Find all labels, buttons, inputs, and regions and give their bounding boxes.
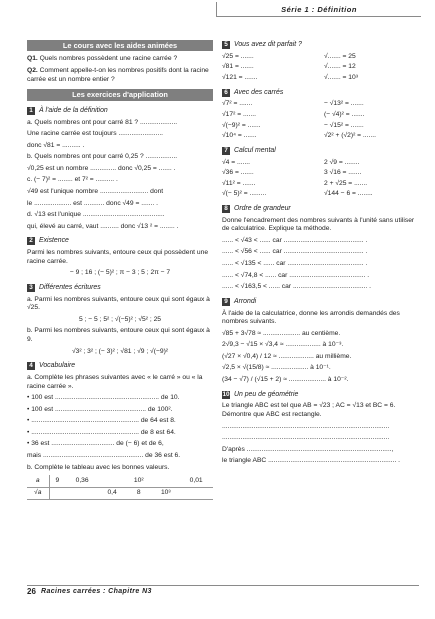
ex1-line: √0,25 est un nombre .............. donc √0,25 = ....... . bbox=[27, 164, 176, 172]
ex1-line: le .................... est ........... donc √49 = ....... . bbox=[27, 199, 158, 207]
exercise-number: 8 bbox=[222, 205, 230, 213]
ex7-cell: √36 = ....... bbox=[222, 169, 254, 177]
exercise-number: 1 bbox=[27, 107, 35, 115]
table-cell[interactable]: 0,01 bbox=[179, 475, 213, 487]
ex7-grid bbox=[222, 159, 418, 199]
table-cell[interactable] bbox=[179, 487, 213, 499]
table-cell[interactable]: 9 bbox=[49, 475, 65, 487]
ex3-a-list: 5 ; − 5 ; 5² ; √(−5)² ; √5² ; 25 bbox=[78, 315, 162, 323]
ex9-item: (√27 × √0,4) / 12 ≈ ................... au millième. bbox=[222, 352, 352, 360]
page-footer bbox=[27, 585, 419, 601]
ex7-cell: √11² = ....... bbox=[222, 179, 256, 187]
ex1-line: d. √13 est l'unique ............................................ bbox=[27, 211, 165, 219]
ex5-cell: √81 = ....... bbox=[222, 63, 254, 71]
exercise-title: Ordre de grandeur bbox=[234, 204, 291, 212]
ex7-cell: 2 + √25 = ....... bbox=[324, 179, 368, 187]
ex4-item: • 36 est .................................. de (− 6) et de 6, bbox=[27, 440, 164, 448]
ex4-item: mais ...................................................... de 36 est 6. bbox=[27, 452, 181, 460]
exercise-number: 2 bbox=[27, 237, 35, 245]
exercise-number: 10 bbox=[222, 390, 230, 398]
q1-text: Quels nombres possèdent une racine carrée ? bbox=[39, 55, 178, 63]
table-cell[interactable]: 0,36 bbox=[65, 475, 99, 487]
exercise-6-heading bbox=[222, 89, 418, 98]
ex6-cell: √17² = ....... bbox=[222, 110, 256, 118]
answer-line[interactable]: le triangle ABC ..................................................................... . bbox=[222, 457, 401, 465]
ex8-item: ...... < √43 < ...... car ........................................... . bbox=[222, 236, 368, 244]
ex4-item: • .......................................................... de 64 est 8. bbox=[27, 417, 176, 425]
ex8-text: Donne l'encadrement des nombres suivants à l'unité sans utiliser de calculatrice. Explique ta méthode. bbox=[222, 216, 415, 233]
exercise-number: 9 bbox=[222, 298, 230, 306]
ex1-line: donc √81 = .......... . bbox=[27, 141, 85, 149]
page-number: 26 bbox=[27, 587, 36, 596]
exercise-8-heading bbox=[222, 205, 418, 214]
ex7-cell: √144 − 6 = ........ bbox=[324, 190, 373, 198]
exercise-title: Vocabulaire bbox=[39, 362, 76, 370]
exercise-5-heading bbox=[222, 41, 418, 50]
exercise-title: Avec des carrés bbox=[234, 88, 284, 96]
exercise-title: Existence bbox=[39, 237, 69, 245]
ex1-line: qui, élevé au carré, vaut .......... donc √13 ² = ........ . bbox=[27, 222, 179, 230]
exercise-9-heading bbox=[222, 298, 418, 307]
ex9-item: 2√9,3 − √15 × √3,4 ≈ ................... à 10⁻³. bbox=[222, 341, 344, 349]
ex1-line: Une racine carrée est toujours ........................ bbox=[27, 130, 164, 138]
values-table bbox=[27, 475, 213, 500]
ex3-b-text: b. Parmi les nombres suivants, entoure ceux qui sont égaux à 9. bbox=[27, 327, 210, 343]
exercise-title: Différentes écritures bbox=[39, 283, 101, 291]
series-title: Série 1 : Définition bbox=[281, 5, 357, 14]
question-1 bbox=[27, 55, 213, 64]
table-cell[interactable] bbox=[99, 475, 125, 487]
left-column bbox=[27, 40, 213, 500]
ex5-cell: √25 = ....... bbox=[222, 52, 254, 60]
ex9-item: (34 − √7) / (√15 + 2) ≈ .................... à 10⁻². bbox=[222, 376, 349, 384]
ex4-b-text: b. Complète le tableau avec les bonnes valeurs. bbox=[27, 463, 170, 471]
ex7-cell: 3 √16 = ....... bbox=[324, 169, 362, 177]
table-cell[interactable] bbox=[152, 475, 179, 487]
exercise-number: 4 bbox=[27, 362, 35, 370]
table-cell[interactable]: 10² bbox=[125, 475, 152, 487]
q2-label: Q2. bbox=[27, 67, 38, 75]
table-cell[interactable]: 0,4 bbox=[99, 487, 125, 499]
ex6-cell: √2² + (√2)² = ....... bbox=[324, 132, 376, 140]
answer-line[interactable]: .......................................................................................... bbox=[222, 422, 390, 430]
ex6-grid bbox=[222, 100, 418, 140]
ex2-text: Parmi les nombres suivants, entoure ceux qui possèdent une racine carrée. bbox=[27, 249, 209, 265]
table-cell[interactable] bbox=[49, 487, 65, 499]
exercise-number: 3 bbox=[27, 284, 35, 292]
page-header bbox=[216, 2, 421, 17]
exercise-number: 7 bbox=[222, 147, 230, 155]
ex2-number-list: − 9 ; 16 ; (− 5)² ; π − 3 ; 5 ; 2π − 7 bbox=[69, 269, 171, 277]
ex5-cell: √121 = ....... bbox=[222, 73, 258, 81]
ex1-line: √49 est l'unique nombre .......................... dont bbox=[27, 187, 164, 195]
exercise-10-heading bbox=[222, 391, 418, 400]
ex1-line: c. (− 7)² = ........ et 7² = .......... . bbox=[27, 176, 118, 184]
exercise-3-heading bbox=[27, 284, 213, 293]
ex8-item: ...... < √56 < ...... car ........................................... . bbox=[222, 248, 368, 256]
ex1-line: a. Quels nombres ont pour carré 81 ? .................... bbox=[27, 118, 178, 126]
table-cell: a bbox=[27, 475, 49, 487]
ex10-text: Le triangle ABC est tel que AB = √23 ; AC = √13 et BC = 6. Démontre que ABC est rectangle. bbox=[222, 402, 396, 418]
exercise-title: Calcul mental bbox=[234, 146, 276, 154]
ex6-cell: √10⁴ = ....... bbox=[222, 132, 257, 140]
ex9-text: À l'aide de la calculatrice, donne les arrondis demandés des nombres suivants. bbox=[222, 309, 400, 326]
exercise-title: À l'aide de la définition bbox=[39, 106, 108, 114]
table-cell: √a bbox=[27, 487, 49, 499]
exercise-2-heading bbox=[27, 237, 213, 246]
ex4-item: • 100 est ........................................................ de 10. bbox=[27, 394, 180, 402]
ex3-a-text: a. Parmi les nombres suivants, entoure ceux qui sont égaux à √25. bbox=[27, 295, 210, 312]
question-2 bbox=[27, 67, 213, 84]
q1-label: Q1. bbox=[27, 55, 38, 63]
ex7-cell: √4 = ....... bbox=[222, 158, 251, 166]
ex5-grid bbox=[222, 53, 418, 83]
ex5-cell: √....... = 12 bbox=[324, 63, 356, 71]
ex8-item: ...... < √74,8 < ...... car ......................................... . bbox=[222, 271, 370, 279]
table-cell[interactable] bbox=[65, 487, 99, 499]
ex7-cell: √(− 5)² = ......... bbox=[222, 190, 267, 198]
ex7-cell: 2 √9 = ........ bbox=[324, 158, 360, 166]
ex6-cell: (− √4)² = ....... bbox=[324, 110, 365, 118]
course-band: Le cours avec les aides animées bbox=[27, 40, 213, 51]
ex6-cell: √7² = ....... bbox=[222, 100, 253, 108]
ex5-cell: √....... = 25 bbox=[324, 52, 356, 60]
answer-line[interactable]: D'après .............................................................................., bbox=[222, 445, 394, 453]
q2-text: Comment appelle-t-on les nombres positifs dont la racine carrée est un nombre entier ? bbox=[27, 67, 209, 83]
ex9-item: √85 + 3√78 ≈ .................... au centième. bbox=[222, 329, 341, 337]
ex9-item: √2,5 × √(15/8) ≈ .................... à 10⁻¹. bbox=[222, 364, 331, 372]
exercise-1-heading bbox=[27, 107, 213, 116]
table-cell[interactable]: 10³ bbox=[152, 487, 179, 499]
exercise-title: Un peu de géométrie bbox=[234, 390, 299, 398]
ex8-item: ...... < √163,5 < ...... car ........................................ . bbox=[222, 283, 371, 291]
ex6-cell: − √15² = ....... bbox=[324, 121, 364, 129]
table-cell[interactable]: 8 bbox=[125, 487, 152, 499]
exercise-title: Arrondi bbox=[234, 297, 257, 305]
answer-line[interactable]: .......................................................................................... bbox=[222, 434, 390, 442]
ex5-cell: √....... = 10³ bbox=[324, 73, 358, 81]
table-row bbox=[27, 487, 213, 499]
ex4-item: • 100 est ................................................. de 100². bbox=[27, 405, 173, 413]
right-column bbox=[222, 41, 418, 469]
ex1-line: b. Quels nombres ont pour carré 0,25 ? ................. bbox=[27, 153, 178, 161]
ex6-cell: − √13² = ....... bbox=[324, 100, 364, 108]
ex4-item: • .......................................................... de 8 est 64. bbox=[27, 428, 176, 436]
exercise-title: Vous avez dit parfait ? bbox=[234, 41, 302, 48]
exercise-7-heading bbox=[222, 147, 418, 156]
ex6-cell: √(−9)² = ....... bbox=[222, 121, 261, 129]
ex4-a-text: a. Complète les phrases suivantes avec « le carré » ou « la racine carrée ». bbox=[27, 373, 203, 390]
exercise-4-heading bbox=[27, 362, 213, 371]
chapter-label: Racines carrées : Chapitre N3 bbox=[41, 588, 152, 595]
exercises-band: Les exercices d'application bbox=[27, 89, 213, 100]
ex8-item: ...... < √135 < ...... car ......................................... . bbox=[222, 259, 368, 267]
exercise-number: 6 bbox=[222, 89, 230, 97]
table-row bbox=[27, 475, 213, 487]
exercise-number: 5 bbox=[222, 41, 230, 49]
ex3-b-list: √3² ; 3² ; (− 3)² ; √81 ; √9 ; √(−9)² bbox=[71, 347, 169, 355]
